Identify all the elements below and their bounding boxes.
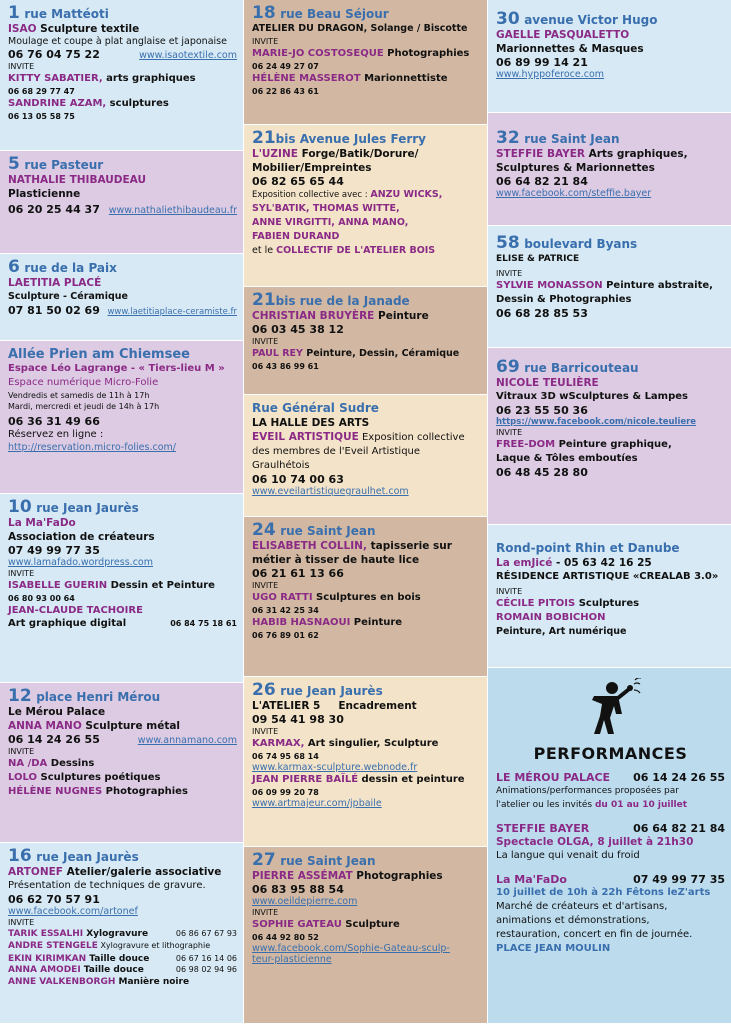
guest-name: JEAN-CLAUDE TACHOIRE: [8, 605, 143, 616]
artist-discipline: Plasticienne: [8, 188, 81, 200]
website-link[interactable]: www.oeildepierre.com: [252, 896, 358, 907]
guest-name: ISABELLE GUERIN: [8, 580, 108, 591]
phone: 06 23 55 50 36: [496, 404, 588, 417]
website-link[interactable]: www.facebook.com/artonef: [8, 906, 138, 917]
reservation-label: Réservez en ligne :: [8, 429, 104, 440]
guest-phone: 06 68 29 77 47: [8, 87, 75, 96]
artist-discipline: métier à tisser de haute lice: [252, 554, 420, 566]
venue-address: [8, 846, 237, 866]
venue-24-rue-saint-jean: [244, 517, 487, 677]
phone: 06 21 61 13 66: [252, 567, 344, 580]
street-name: rue de la Paix: [24, 261, 117, 275]
exhibitor-names: ANNE VIRGITTI, ANNA MANO,: [252, 217, 409, 228]
guest-name: HABIB HASNAOUI: [252, 617, 351, 628]
opening-hours: Vendredis et samedis de 11h à 17h: [8, 391, 150, 400]
guest-name: EKIN KIRIMKAN: [8, 954, 87, 964]
guest-phone: 06 09 99 20 78: [252, 788, 319, 797]
guest-name: PAUL REY: [252, 348, 303, 359]
exhibitor-names: FABIEN DURAND: [252, 231, 340, 242]
venue-address: [8, 154, 237, 174]
street-name: rue Pasteur: [24, 158, 104, 172]
venue-32-rue-saint-jean: [488, 113, 731, 226]
exhibitor-name: ANZU WICKS,: [370, 189, 443, 200]
street-name: rue Saint Jean: [280, 854, 376, 868]
column-1: [0, 0, 243, 1024]
guest-discipline: dessin et peinture: [358, 774, 465, 785]
venue-30-avenue-victor-hugo: [488, 0, 731, 113]
venue-description: Atelier/galerie associative: [62, 866, 222, 878]
guest-discipline: sculptures: [106, 98, 169, 109]
website-link[interactable]: www.hyppoferoce.com: [496, 69, 605, 80]
venue-12-place-henri-merou: [0, 683, 243, 843]
venue-address: [8, 497, 237, 517]
venue-6-rue-de-la-paix: [0, 254, 243, 341]
artist-discipline: Arts graphiques,: [584, 148, 688, 160]
guest-name: LOLO: [8, 772, 38, 783]
exhibitor-collective: COLLECTIF DE L'ATELIER BOIS: [276, 245, 436, 256]
venue-name: Le Mérou Palace: [8, 706, 106, 718]
guest-name: ANNE VALKENBORGH: [8, 977, 116, 987]
phone: 09 54 41 98 30: [252, 713, 344, 726]
guest-phone: 06 76 89 01 62: [252, 631, 319, 640]
street-number: 32: [496, 128, 520, 148]
venue-address: [496, 233, 725, 253]
guest-name: JEAN PIERRE BAÏLÉ: [252, 774, 359, 785]
guest-name: HÉLÈNE MASSEROT: [252, 73, 361, 84]
phone: 06 20 25 44 37: [8, 203, 100, 216]
street-number: 21: [252, 290, 276, 310]
phone: 06 10 74 00 63: [252, 473, 344, 486]
guest-website-link[interactable]: www.artmajeur.com/jpbaile: [252, 798, 382, 809]
guest-website-link-cont[interactable]: teur-plasticienne: [252, 954, 332, 965]
guest-phone: 06 68 28 85 53: [496, 307, 588, 320]
guest-name: SOPHIE GATEAU: [252, 919, 342, 930]
guest-phone: 06 80 93 00 64: [8, 594, 75, 603]
venue-27-rue-saint-jean: [244, 847, 487, 1024]
artist-discipline: Marionnettes & Masques: [496, 43, 644, 55]
venue-21bis-avenue-jules-ferry: [244, 125, 487, 287]
description: des membres de l'Eveil Artistique: [252, 446, 421, 457]
artist-discipline: tapisserie sur: [366, 540, 452, 552]
guest-name: ANNA AMODEI: [8, 965, 81, 975]
phone: 06 03 45 38 12: [252, 323, 344, 336]
phone: 06 89 99 14 21: [496, 56, 588, 69]
venue-address: [252, 128, 481, 148]
venue-address: [252, 290, 481, 310]
venue-16-rue-jean-jaures: [0, 843, 243, 1024]
guest-discipline: Xylogravure: [83, 929, 149, 939]
column-2: [244, 0, 487, 1024]
performer-name: La Ma'FaDo: [496, 873, 567, 886]
artist-name: NATHALIE THIBAUDEAU: [8, 174, 147, 186]
performance-title: Spectacle OLGA, 8 juillet à 21h30: [496, 836, 694, 848]
phone: 06 14 24 26 55: [8, 733, 100, 746]
street-name: avenue Victor Hugo: [524, 13, 658, 27]
artist-name: ISAO: [8, 23, 37, 35]
venue-discipline: Encadrement: [338, 700, 417, 712]
invite-label: INVITE: [8, 569, 35, 578]
guest-name: CÉCILE PITOIS: [496, 598, 576, 609]
street-name: bis rue de la Janade: [275, 294, 410, 308]
street-name: rue Saint Jean: [280, 524, 376, 538]
street-name: boulevard Byans: [524, 237, 638, 251]
singer-icon: [496, 678, 725, 738]
exhibitor-prefix: et le: [252, 245, 277, 256]
street-number: 30: [496, 9, 520, 29]
guest-phone: 06 98 02 94 96: [175, 965, 237, 974]
artist-name: STEFFIE BAYER: [496, 148, 585, 160]
venue-address: [252, 3, 481, 23]
guest-name: ANDRE STENGELE: [8, 941, 98, 951]
street-number: 58: [496, 233, 520, 253]
guest-discipline: Sculptures poétiques: [37, 772, 161, 783]
performance-description: l'atelier ou les invités: [496, 800, 595, 810]
performance-description: animations et démonstrations,: [496, 915, 650, 926]
artist-name: LAETITIA PLACÉ: [8, 277, 102, 289]
street-number: 16: [8, 846, 32, 866]
street-name: rue Barricouteau: [524, 361, 639, 375]
phone: 06 76 04 75 22: [8, 48, 100, 61]
street-name: rue Beau Séjour: [280, 7, 389, 21]
guest-name: FREE-DOM: [496, 439, 556, 450]
invite-label: INVITE: [252, 727, 279, 736]
artist-discipline: Vitraux 3D wSculptures & Lampes: [496, 391, 688, 402]
description: Graulhétois: [252, 460, 310, 471]
guest-discipline: arts graphiques: [102, 73, 196, 84]
guest-discipline: Peinture graphique,: [555, 439, 672, 450]
venue-name: LA HALLE DES ARTS: [252, 417, 370, 429]
opening-hours: Mardi, mercredi et jeudi de 14h à 17h: [8, 402, 160, 411]
artist-discipline: Photographies: [352, 870, 443, 882]
artist-discipline: Sculpture - Céramique: [8, 291, 128, 302]
street-name: place Henri Mérou: [36, 690, 161, 704]
street-name: rue Mattéoti: [24, 7, 109, 21]
website-link[interactable]: www.annamano.com: [137, 735, 237, 746]
venue-address: Rond-point Rhin et Danube: [496, 541, 680, 555]
street-number: 1: [8, 3, 20, 23]
venue-address: [252, 680, 481, 700]
venue-address: [8, 686, 237, 706]
website-link[interactable]: www.lamafado.wordpress.com: [8, 557, 153, 568]
artist-discipline: Sculpture textile: [36, 23, 140, 35]
invite-label: INVITE: [252, 37, 279, 46]
venue-name: ATELIER DU DRAGON, Solange / Biscotte: [252, 23, 468, 34]
invite-label: INVITE: [8, 62, 35, 71]
venue-discipline: Mobilier/Empreintes: [252, 162, 372, 174]
website-link[interactable]: www.eveilartistiquegraulhet.com: [252, 486, 409, 497]
guest-name: HÉLÈNE NUGNES: [8, 786, 103, 797]
venue-address: Allée Prien am Chiemsee: [8, 347, 190, 362]
guest-name: KITTY SABATIER,: [8, 73, 103, 84]
venue-69-rue-barricouteau: [488, 348, 731, 525]
street-number: 10: [8, 497, 32, 517]
guest-discipline: Taille douce: [86, 954, 150, 964]
phone: 06 82 65 65 44: [252, 175, 344, 188]
street-number: 27: [252, 850, 276, 870]
guest-discipline: Marionnettiste: [360, 73, 448, 84]
venue-name: La emJicé: [496, 557, 553, 569]
performer-name: STEFFIE BAYER: [496, 822, 590, 835]
phone: - 05 63 42 16 25: [552, 557, 652, 569]
performer-phone: 06 64 82 21 84: [633, 822, 725, 835]
performance-description: Animations/performances proposées par: [496, 786, 679, 796]
column-3: [488, 0, 731, 1024]
invite-label: INVITE: [496, 587, 523, 596]
street-name: rue Jean Jaurès: [280, 684, 383, 698]
artist-name: PIERRE ASSÉMAT: [252, 870, 353, 882]
guest-phone: 06 48 45 28 80: [496, 466, 588, 479]
guest-discipline: Peinture, Art numérique: [496, 626, 627, 637]
guest-phone: 06 13 05 58 75: [8, 112, 75, 121]
guest-phone: 06 84 75 18 61: [170, 619, 237, 628]
venue-1-rue-matteoti: [0, 0, 243, 151]
artist-discipline: Sculpture métal: [81, 720, 181, 732]
guest-name: NA /DA: [8, 758, 48, 769]
venue-58-boulevard-byans: [488, 226, 731, 348]
performance-description: restauration, concert en fin de journée.: [496, 929, 693, 940]
street-number: 12: [8, 686, 32, 706]
guest-phone: 06 44 92 80 52: [252, 933, 319, 942]
phone: 06 64 82 21 84: [496, 175, 588, 188]
guest-discipline: Dessin & Photographies: [496, 294, 632, 305]
phone: 07 49 99 77 35: [8, 544, 100, 557]
website-link[interactable]: www.isaotextile.com: [139, 50, 237, 61]
performance-dates: du 01 au 10 juillet: [594, 800, 688, 810]
venue-address: [496, 128, 725, 148]
artist-name: GAELLE PASQUALETTO: [496, 29, 630, 41]
venue-rue-general-sudre: [244, 395, 487, 517]
guest-name: ROMAIN BOBICHON: [496, 612, 606, 623]
street-number: 18: [252, 3, 276, 23]
guest-phone: 06 67 16 14 06: [175, 954, 237, 963]
residency-name: RÉSIDENCE ARTISTIQUE «CREALAB 3.0»: [496, 571, 719, 582]
venue-address: [252, 520, 481, 540]
guest-discipline: Sculptures: [575, 598, 640, 609]
street-number: 21: [252, 128, 276, 148]
performance-dates: 10 juillet de 10h à 22h Fêtons leZ'arts: [496, 887, 711, 898]
guest-name: UGO RATTI: [252, 592, 313, 603]
phone: 06 36 31 49 66: [8, 415, 100, 428]
guest-phone: 06 74 95 68 14: [252, 752, 319, 761]
association-name: EVEIL ARTISTIQUE: [252, 431, 359, 443]
street-number: 24: [252, 520, 276, 540]
website-link[interactable]: www.facebook.com/steffie.bayer: [496, 188, 652, 199]
website-link[interactable]: https://www.facebook.com/nicole.teuliere: [496, 417, 697, 427]
artist-discipline: Peinture: [374, 310, 429, 322]
guest-discipline: Dessin et Peinture: [107, 580, 215, 591]
guest-discipline: Dessins: [47, 758, 95, 769]
guest-discipline: Photographies: [102, 786, 188, 797]
venue-name: La Ma'FaDo: [8, 517, 76, 529]
guest-discipline: Peinture: [350, 617, 403, 628]
guest-website-link[interactable]: www.karmax-sculpture.webnode.fr: [252, 762, 418, 773]
performance-place: PLACE JEAN MOULIN: [496, 943, 611, 954]
guest-phone: 06 31 42 25 34: [252, 606, 319, 615]
guest-discipline: Laque & Tôles emboutíes: [496, 453, 638, 464]
phone: 07 81 50 02 69: [8, 304, 100, 317]
guest-name: SYLVIE MONASSON: [496, 280, 603, 291]
description: Moulage et coupe à plat anglaise et japonaise: [8, 36, 227, 47]
guest-discipline: Art singulier, Sculpture: [304, 738, 439, 749]
venue-26-rue-jean-jaures: [244, 677, 487, 847]
guest-discipline: Sculpture: [341, 919, 400, 930]
guest-phone: 06 24 49 27 07: [252, 62, 319, 71]
guest-discipline: Sculptures en bois: [312, 592, 421, 603]
performances-title: PERFORMANCES: [533, 744, 688, 763]
guest-name: MARIE-JO COSTOSEQUE: [252, 48, 384, 59]
guest-name: TARIK ESSALHI: [8, 929, 84, 939]
venue-subtitle: Espace numérique Micro-Folie: [8, 377, 159, 388]
guest-name: SANDRINE AZAM,: [8, 98, 107, 109]
guest-discipline: Peinture, Dessin, Céramique: [302, 348, 460, 359]
performances-section: [488, 668, 731, 1024]
description: Exposition collective: [358, 432, 465, 443]
venue-address: [496, 357, 725, 377]
guest-website-link[interactable]: www.facebook.com/Sophie-Gateau-sculp-: [252, 943, 450, 954]
invite-label: INVITE: [8, 747, 35, 756]
guest-name: KARMAX,: [252, 738, 305, 749]
street-name: bis Avenue Jules Ferry: [275, 132, 427, 146]
venue-name: ARTONEF: [8, 866, 63, 878]
artist-name: ELISABETH COLLIN,: [252, 540, 367, 552]
venue-address: [8, 257, 237, 277]
venue-address: [252, 850, 481, 870]
performance-description: Marché de créateurs et d'artisans,: [496, 901, 668, 912]
guest-phone: 06 86 67 67 93: [175, 929, 237, 938]
venue-21bis-rue-de-la-janade: [244, 287, 487, 395]
performer-phone: 06 14 24 26 55: [633, 771, 725, 784]
guest-discipline: Peinture abstraite,: [602, 280, 713, 291]
venue-18-rue-beau-sejour: [244, 0, 487, 125]
guest-discipline: Photographies: [383, 48, 470, 59]
guest-discipline: Manière noire: [115, 977, 190, 987]
artist-name: NICOLE TEULIÈRE: [496, 377, 599, 389]
venue-name: L'ATELIER 5: [252, 700, 321, 712]
venue-name: Espace Léo Lagrange - « Tiers-lieu M »: [8, 363, 225, 374]
street-number: 26: [252, 680, 276, 700]
invite-label: INVITE: [496, 269, 523, 278]
performer-phone: 07 49 99 77 35: [633, 873, 725, 886]
venue-name: L'UZINE: [252, 148, 298, 160]
street-name: rue Jean Jaurès: [36, 501, 139, 515]
artist-discipline: Sculptures & Marionnettes: [496, 162, 655, 174]
street-name: rue Saint Jean: [524, 132, 620, 146]
expo-label: Exposition collective avec :: [252, 190, 371, 200]
venue-address: Rue Général Sudre: [252, 401, 379, 415]
venue-discipline: Forge/Batik/Dorure/: [297, 148, 419, 160]
venue-5-rue-pasteur: [0, 151, 243, 254]
street-number: 69: [496, 357, 520, 377]
invite-label: INVITE: [252, 908, 279, 917]
street-name: rue Jean Jaurès: [36, 850, 139, 864]
website-link[interactable]: www.nathaliethibaudeau.fr: [108, 205, 237, 216]
venue-address: [496, 9, 725, 29]
invite-label: INVITE: [252, 581, 279, 590]
artist-name: CHRISTIAN BRUYÈRE: [252, 310, 375, 322]
venue-rond-point-rhin-et-danube: [488, 525, 731, 668]
invite-label: INVITE: [8, 918, 35, 927]
description: Présentation de techniques de gravure.: [8, 880, 206, 891]
performance-description: La langue qui venait du froid: [496, 850, 640, 861]
venue-allee-prien: [0, 341, 243, 494]
guest-phone: 06 22 86 43 61: [252, 87, 319, 96]
guest-phone: 06 43 86 99 61: [252, 362, 319, 371]
guest-discipline: Taille douce: [80, 965, 144, 975]
venue-address: [8, 3, 237, 23]
street-number: 6: [8, 257, 20, 277]
street-number: 5: [8, 154, 20, 174]
venue-10-rue-jean-jaures: [0, 494, 243, 683]
performer-name: LE MÉROU PALACE: [496, 771, 611, 784]
host-names: ELISE & PATRICE: [496, 254, 580, 264]
venue-description: Association de créateurs: [8, 531, 155, 543]
invite-label: INVITE: [252, 337, 279, 346]
guest-discipline: Xylogravure et lithographie: [97, 941, 211, 950]
artist-name: ANNA MANO: [8, 720, 82, 732]
phone: 06 62 70 57 91: [8, 893, 100, 906]
reservation-link[interactable]: http://reservation.micro-folies.com/: [8, 442, 176, 453]
guest-discipline: Art graphique digital: [8, 618, 127, 629]
phone: 06 83 95 88 54: [252, 883, 344, 896]
website-link[interactable]: www.laetitiaplace-ceramiste.fr: [107, 307, 237, 317]
exhibitor-names: SYL'BATIK, THOMAS WITTE,: [252, 203, 400, 214]
invite-label: INVITE: [496, 428, 523, 437]
